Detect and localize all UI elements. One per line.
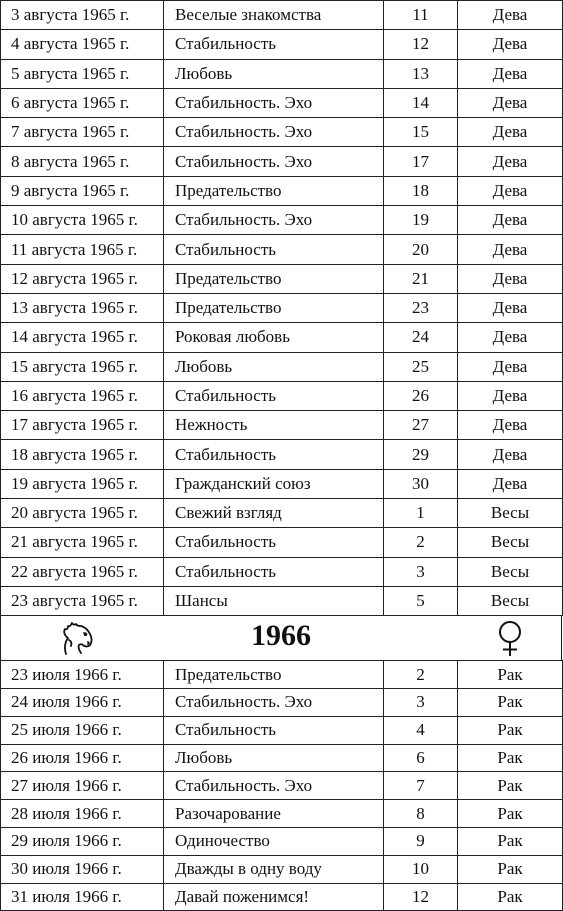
date-cell: 6 августа 1965 г. xyxy=(1,88,164,117)
table-row xyxy=(1,716,563,744)
date-cell: 11 августа 1965 г. xyxy=(1,235,164,264)
table-row xyxy=(1,293,563,322)
number-cell: 17 xyxy=(384,147,458,176)
table-row xyxy=(1,381,563,410)
title-cell: Стабильность xyxy=(164,30,384,59)
number-cell: 2 xyxy=(384,528,458,557)
title-cell: Стабильность xyxy=(164,381,384,410)
sign-cell: Дева xyxy=(458,235,563,264)
number-cell: 9 xyxy=(384,828,458,856)
number-cell: 26 xyxy=(384,381,458,410)
date-cell: 22 августа 1965 г. xyxy=(1,557,164,586)
table-row xyxy=(1,323,563,352)
table-row xyxy=(1,176,563,205)
number-cell: 21 xyxy=(384,264,458,293)
table-row xyxy=(1,440,563,469)
title-cell: Предательство xyxy=(164,264,384,293)
sign-cell: Рак xyxy=(458,772,563,800)
sign-cell: Дева xyxy=(458,293,563,322)
table-row xyxy=(1,147,563,176)
date-cell: 18 августа 1965 г. xyxy=(1,440,164,469)
date-cell: 31 июля 1966 г. xyxy=(1,883,164,911)
sign-cell: Весы xyxy=(458,528,563,557)
title-cell: Веселые знакомства xyxy=(164,1,384,30)
date-cell: 27 июля 1966 г. xyxy=(1,772,164,800)
number-cell: 11 xyxy=(384,1,458,30)
date-cell: 9 августа 1965 г. xyxy=(1,176,164,205)
date-cell: 3 августа 1965 г. xyxy=(1,1,164,30)
table-row xyxy=(1,557,563,586)
sign-cell: Дева xyxy=(458,411,563,440)
title-cell: Стабильность xyxy=(164,440,384,469)
title-cell: Одиночество xyxy=(164,828,384,856)
title-cell: Давай поженимся! xyxy=(164,883,384,911)
date-cell: 20 августа 1965 г. xyxy=(1,499,164,528)
title-cell: Стабильность. Эхо xyxy=(164,118,384,147)
date-cell: 13 августа 1965 г. xyxy=(1,293,164,322)
date-cell: 7 августа 1965 г. xyxy=(1,118,164,147)
number-cell: 3 xyxy=(384,557,458,586)
sign-cell: Рак xyxy=(458,855,563,883)
date-cell: 29 июля 1966 г. xyxy=(1,828,164,856)
title-cell: Разочарование xyxy=(164,800,384,828)
sign-cell: Рак xyxy=(458,883,563,911)
year-header xyxy=(0,616,562,660)
number-cell: 12 xyxy=(384,883,458,911)
title-cell: Предательство xyxy=(164,293,384,322)
title-cell: Стабильность. Эхо xyxy=(164,206,384,235)
sign-cell: Дева xyxy=(458,323,563,352)
date-cell: 15 августа 1965 г. xyxy=(1,352,164,381)
sign-cell: Дева xyxy=(458,469,563,498)
date-cell: 12 августа 1965 г. xyxy=(1,264,164,293)
date-cell: 25 июля 1966 г. xyxy=(1,716,164,744)
date-cell: 10 августа 1965 г. xyxy=(1,206,164,235)
number-cell: 4 xyxy=(384,716,458,744)
number-cell: 8 xyxy=(384,800,458,828)
date-cell: 30 июля 1966 г. xyxy=(1,855,164,883)
sign-cell: Рак xyxy=(458,828,563,856)
table-1966-body xyxy=(1,661,563,911)
title-cell: Стабильность xyxy=(164,235,384,264)
title-cell: Стабильность. Эхо xyxy=(164,88,384,117)
sign-cell: Дева xyxy=(458,88,563,117)
sign-cell: Дева xyxy=(458,264,563,293)
table-row xyxy=(1,1,563,30)
sign-cell: Дева xyxy=(458,1,563,30)
date-cell: 5 августа 1965 г. xyxy=(1,59,164,88)
table-row xyxy=(1,828,563,856)
sign-cell: Рак xyxy=(458,716,563,744)
title-cell: Роковая любовь xyxy=(164,323,384,352)
number-cell: 27 xyxy=(384,411,458,440)
number-cell: 19 xyxy=(384,206,458,235)
sign-cell: Дева xyxy=(458,381,563,410)
table-row xyxy=(1,800,563,828)
date-cell: 4 августа 1965 г. xyxy=(1,30,164,59)
table-row xyxy=(1,528,563,557)
title-cell: Стабильность xyxy=(164,557,384,586)
date-cell: 23 августа 1965 г. xyxy=(1,586,164,615)
date-cell: 26 июля 1966 г. xyxy=(1,744,164,772)
title-cell: Любовь xyxy=(164,744,384,772)
date-cell: 23 июля 1966 г. xyxy=(1,661,164,689)
number-cell: 18 xyxy=(384,176,458,205)
title-cell: Стабильность. Эхо xyxy=(164,772,384,800)
title-cell: Свежий взгляд xyxy=(164,499,384,528)
sign-cell: Дева xyxy=(458,118,563,147)
sign-cell: Весы xyxy=(458,586,563,615)
venus-symbol-icon xyxy=(495,620,525,658)
title-cell: Шансы xyxy=(164,586,384,615)
date-cell: 14 августа 1965 г. xyxy=(1,323,164,352)
table-row xyxy=(1,586,563,615)
number-cell: 30 xyxy=(384,469,458,498)
number-cell: 3 xyxy=(384,689,458,717)
table-1965-body xyxy=(1,1,563,616)
number-cell: 1 xyxy=(384,499,458,528)
table-row xyxy=(1,469,563,498)
table-row xyxy=(1,499,563,528)
date-cell: 24 июля 1966 г. xyxy=(1,689,164,717)
table-row xyxy=(1,411,563,440)
sign-cell: Весы xyxy=(458,557,563,586)
number-cell: 20 xyxy=(384,235,458,264)
number-cell: 29 xyxy=(384,440,458,469)
number-cell: 5 xyxy=(384,586,458,615)
number-cell: 13 xyxy=(384,59,458,88)
number-cell: 24 xyxy=(384,323,458,352)
number-cell: 6 xyxy=(384,744,458,772)
table-row xyxy=(1,883,563,911)
title-cell: Стабильность xyxy=(164,716,384,744)
number-cell: 15 xyxy=(384,118,458,147)
table-row xyxy=(1,118,563,147)
number-cell: 12 xyxy=(384,30,458,59)
table-row xyxy=(1,206,563,235)
date-cell: 8 августа 1965 г. xyxy=(1,147,164,176)
title-cell: Стабильность. Эхо xyxy=(164,689,384,717)
date-cell: 17 августа 1965 г. xyxy=(1,411,164,440)
number-cell: 23 xyxy=(384,293,458,322)
date-cell: 16 августа 1965 г. xyxy=(1,381,164,410)
number-cell: 10 xyxy=(384,855,458,883)
table-row xyxy=(1,855,563,883)
sign-cell: Дева xyxy=(458,59,563,88)
sign-cell: Дева xyxy=(458,440,563,469)
year-title: 1966 xyxy=(251,619,311,653)
sign-cell: Рак xyxy=(458,661,563,689)
number-cell: 2 xyxy=(384,661,458,689)
sign-cell: Рак xyxy=(458,744,563,772)
title-cell: Стабильность. Эхо xyxy=(164,147,384,176)
number-cell: 7 xyxy=(384,772,458,800)
table-row xyxy=(1,59,563,88)
sign-cell: Дева xyxy=(458,30,563,59)
table-row xyxy=(1,264,563,293)
date-cell: 28 июля 1966 г. xyxy=(1,800,164,828)
number-cell: 25 xyxy=(384,352,458,381)
sign-cell: Дева xyxy=(458,352,563,381)
table-row xyxy=(1,30,563,59)
title-cell: Дважды в одну воду xyxy=(164,855,384,883)
date-cell: 19 августа 1965 г. xyxy=(1,469,164,498)
table-row xyxy=(1,235,563,264)
title-cell: Предательство xyxy=(164,661,384,689)
table-row xyxy=(1,352,563,381)
sign-cell: Дева xyxy=(458,147,563,176)
sign-cell: Рак xyxy=(458,689,563,717)
title-cell: Нежность xyxy=(164,411,384,440)
title-cell: Гражданский союз xyxy=(164,469,384,498)
table-row xyxy=(1,661,563,689)
title-cell: Любовь xyxy=(164,352,384,381)
title-cell: Стабильность xyxy=(164,528,384,557)
number-cell: 14 xyxy=(384,88,458,117)
table-row xyxy=(1,689,563,717)
sign-cell: Дева xyxy=(458,206,563,235)
table-1966 xyxy=(0,660,563,911)
title-cell: Любовь xyxy=(164,59,384,88)
date-cell: 21 августа 1965 г. xyxy=(1,528,164,557)
table-row xyxy=(1,772,563,800)
sign-cell: Рак xyxy=(458,800,563,828)
title-cell: Предательство xyxy=(164,176,384,205)
sign-cell: Весы xyxy=(458,499,563,528)
sign-cell: Дева xyxy=(458,176,563,205)
table-row xyxy=(1,744,563,772)
table-row xyxy=(1,88,563,117)
